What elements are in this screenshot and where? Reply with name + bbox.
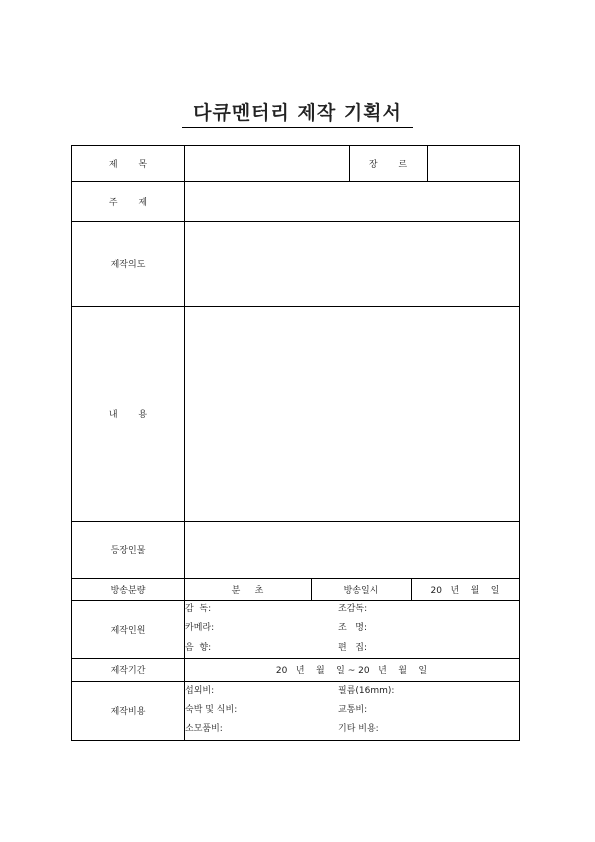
cost-consumables: 소모품비: (185, 724, 223, 734)
intent-label: 제작의도 (110, 260, 146, 270)
staff-editing: 편 집: (338, 643, 368, 653)
period-value: 20 년 월 일 ~ 20 년 월 일 (275, 666, 428, 676)
content-label: 내 용 (108, 410, 148, 420)
characters-label: 등장인물 (110, 546, 146, 556)
genre-label: 장 르 (368, 160, 408, 170)
cost-other: 기타 비용: (338, 724, 379, 734)
document-title: 다큐멘터리 제작 기획서 (182, 100, 413, 128)
cost-lodging: 숙박 및 식비: (185, 705, 238, 715)
cost-film: 필름(16mm): (338, 686, 395, 696)
staff-lighting: 조 명: (338, 623, 368, 633)
broadcast-date-value: 20 년 월 일 (430, 585, 500, 596)
staff-director: 감 독: (185, 604, 212, 614)
broadcast-date-label: 방송일시 (343, 585, 379, 596)
staff-camera: 카메라: (185, 623, 215, 633)
staff-label: 제작인원 (110, 625, 146, 636)
staff-sound: 음 향: (185, 643, 212, 653)
subject-label: 주 제 (108, 197, 148, 208)
column-divider (427, 146, 428, 181)
runtime-label: 방송분량 (110, 585, 146, 596)
title-field-label: 제 목 (108, 160, 148, 170)
cost-location: 섭외비: (185, 686, 215, 696)
runtime-value: 분 초 (231, 585, 264, 596)
cost-label: 제작비용 (110, 706, 146, 717)
staff-assistant-director: 조감독: (338, 604, 368, 614)
cost-transport: 교통비: (338, 705, 368, 715)
period-label: 제작기간 (110, 666, 146, 676)
planning-form (71, 145, 520, 741)
